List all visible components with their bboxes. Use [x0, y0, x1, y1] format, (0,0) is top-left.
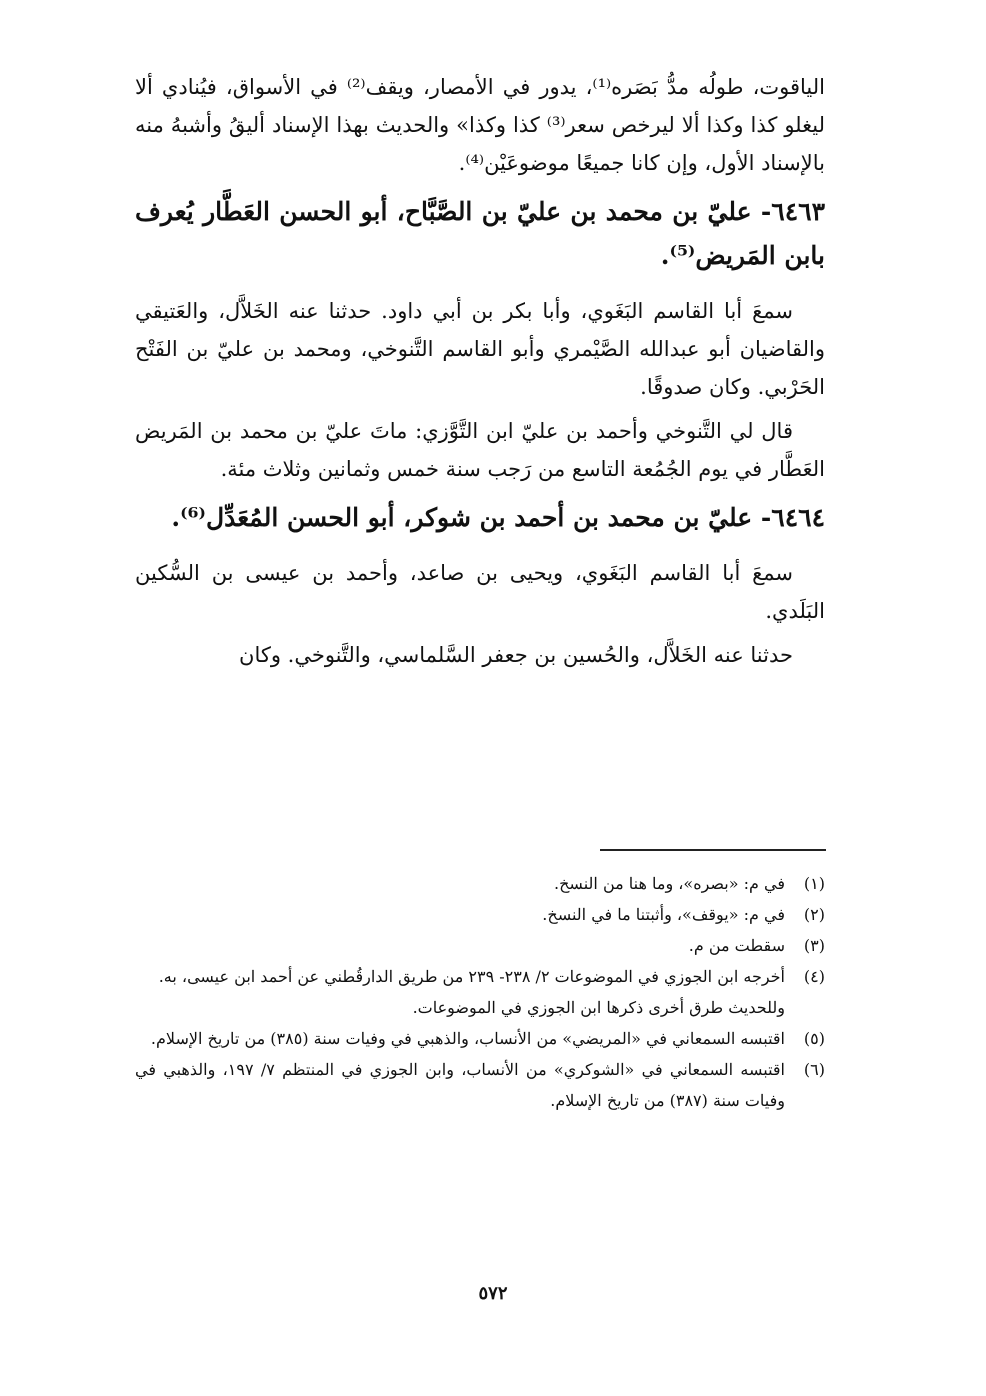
paragraph-3: قال لي التَّنوخي وأحمد بن عليّ ابن التَّوَّزي: ماتَ عليّ بن محمد بن المَريض العَطَّار في يوم الجُمُعة التاسع من رَجب سنة خمس وثمانين وثلاث مئة.: [135, 419, 825, 481]
paragraph-2: سمعَ أبا القاسم البَغَوي، وأبا بكر بن أبي داود. حدثنا عنه الخَلاَّل، والعَتيقي والقاضيان أبو عبدالله الصَّيْمري وأبو القاسم التَّنوخي، ومحمد بن عليّ بن الفَتْح الحَرْبي. وكان صدوقًا.: [135, 299, 825, 399]
paragraph-4: سمعَ أبا القاسم البَغَوي، ويحيى بن صاعد، وأحمد بن عيسى بن السُّكين البَلَدي.: [135, 561, 825, 623]
footnote-text: اقتبسه السمعاني في «الشوكري» من الأنساب، وابن الجوزي في المنتظم ٧/ ١٩٧، والذهبي في وفيات سنة (٣٨٧) من تاريخ الإسلام.: [135, 1060, 785, 1110]
footnote-number: (١): [803, 874, 825, 893]
footnote-2: [135, 899, 825, 930]
footnote-6: [135, 1054, 825, 1116]
paragraph-5: حدثنا عنه الخَلاَّل، والحُسين بن جعفر السَّلماسي، والتَّنوخي. وكان: [239, 643, 793, 667]
footnote-number: (٥): [803, 1029, 825, 1048]
page-number: ٥٧٢: [478, 1283, 508, 1304]
footnote-text: في م: «يوقف»، وأثبتنا ما في النسخ.: [542, 905, 785, 924]
footnote-number: (٢): [803, 905, 825, 924]
footnote-number: (٤): [803, 967, 825, 986]
entry-heading-6464: ٦٤٦٤- عليّ بن محمد بن أحمد بن شوكر، أبو الحسن المُعَدِّل⁽⁶⁾.: [171, 503, 825, 532]
footnote-number: (٣): [803, 936, 825, 955]
footnote-text: سقطت من م.: [688, 936, 785, 955]
footnote-number: (٦): [803, 1060, 825, 1079]
paragraph-1: الياقوت، طولُه مدُّ بَصَره⁽¹⁾، يدور في الأمصار، ويقف⁽²⁾ في الأسواق، فيُنادي ألا ليغلو كذا وكذا ألا ليرخص سعر⁽³⁾ كذا وكذا» والحديث بهذا الإسناد أليقُ وأشبهُ منه بالإسناد الأول، وإن كانا جميعًا موضوعَيْن⁽⁴⁾.: [135, 75, 825, 175]
footnote-text: اقتبسه السمعاني في «المريضي» من الأنساب، والذهبي في وفيات سنة (٣٨٥) من تاريخ الإسلام.: [150, 1029, 785, 1048]
footnote-divider: [600, 849, 826, 851]
footnote-4-continuation: وللحديث طرق أخرى ذكرها ابن الجوزي في الموضوعات.: [412, 998, 785, 1017]
footnote-text: أخرجه ابن الجوزي في الموضوعات ٢/ ٢٣٨- ٢٣٩ من طريق الدارقُطني عن أحمد ابن عيسى، به.: [158, 967, 785, 986]
footnote-3: [135, 930, 825, 961]
footnote-5: [135, 1023, 825, 1054]
entry-heading-6463: ٦٤٦٣- عليّ بن محمد بن عليّ بن الصَّبَّاح، أبو الحسن العَطَّار يُعرف بابن المَريض⁽⁵⁾.: [135, 197, 825, 270]
footnote-1: [135, 868, 825, 899]
footnote-text: في م: «بصره»، وما هنا من النسخ.: [554, 874, 785, 893]
footnote-4: [135, 961, 825, 992]
footnotes: [135, 868, 825, 1116]
main-text: [135, 68, 825, 680]
